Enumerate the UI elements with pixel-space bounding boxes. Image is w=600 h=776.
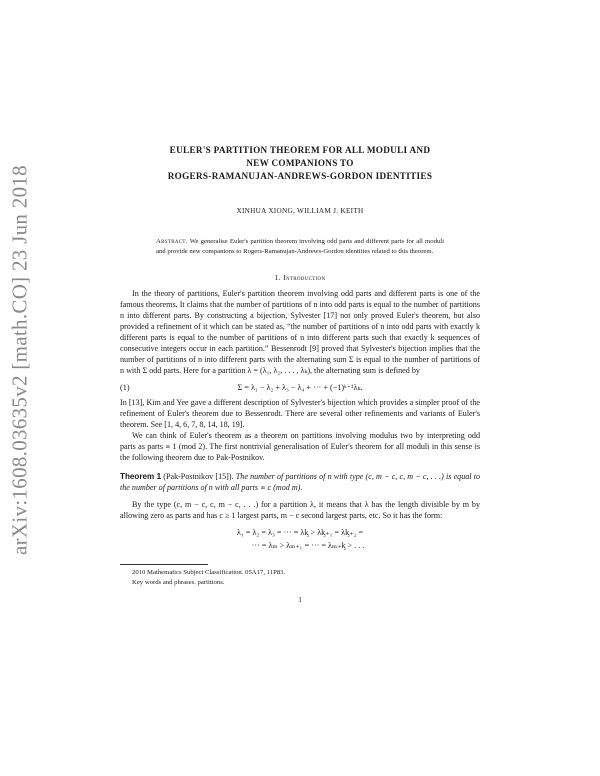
theorem-label: Theorem 1 [120, 472, 162, 481]
arxiv-stamp-text: arXiv:1608.03635v2 [math.CO] 23 Jun 2018 [7, 165, 32, 555]
footnote-rule [120, 564, 208, 565]
theorem-statement: The number of partitions of n with type (c, m − c, c, m − c, . . .) is equal to the number of partitions of n with all parts ≡ c (mod m). [120, 472, 481, 492]
arxiv-stamp [0, 100, 40, 620]
paragraph-intro: In the theory of partitions, Euler's partition theorem involving odd parts and different parts is one of the famous theorems. It claims that the number of partitions of n into odd parts is equal to the number of partitions n into different parts. By constructing a bijection, Sylvester [17] not only proved Euler's theorem, but also provided a refinement of it which can be stated as, “the number of partitions of n into odd parts with exactly k different parts is equal to the number of partitions of n into different parts such that exactly k sequences of consecutive integers occur in each partition.” Bessenrodt [9] proved that Sylvester's bijection implies that the number of partitions of n into different parts with the alternating sum Σ is equal to the number of partitions of n with Σ odd parts. Here for a partition λ = (λ₁, λ₂, . . . , λₖ), the alternating sum is defined by [120, 289, 480, 375]
display-line: ··· = λₘ > λₘ₊₁ = ··· = λₘ₊ᶄ > . . . [251, 541, 365, 550]
abstract-text: We generalise Euler's partition theorem involving odd parts and different parts for all moduli and provide new companions to Rogers-Ramanujan-Andrews-Gordon identities related to this theorem. [156, 238, 444, 255]
equation-body: Σ = λ₁ − λ₂ + λ₃ − λ₄ + ··· + (−1)ᵏ⁺¹λₖ. [237, 383, 363, 392]
title-line: ROGERS-RAMANUJAN-ANDREWS-GORDON IDENTITIES [167, 171, 433, 181]
equation-number: (1) [120, 383, 130, 392]
section-heading: 1. Introduction [274, 273, 326, 282]
equation-1 [120, 382, 480, 394]
paragraph-type: By the type (c, m − c, c, m − c, . . .) for a partition λ, it means that λ has the length divisible by m by allowing zero as parts and has c ≥ 1 largest parts, m − c second largest parts, etc. So it has the form: [120, 500, 480, 520]
authors: XINHUA XIONG, WILLIAM J. KEITH [236, 207, 364, 215]
abstract [156, 237, 444, 257]
footnote-msc: 2010 Mathematics Subject Classification. 05A17, 11P83. [132, 569, 286, 576]
paragraph-kim-yee: In [13], Kim and Yee gave a different description of Sylvester's bijection which provides a simpler proof of the refinement of Euler's theorem due to Bessenrodt. There are several other refinements and variants of Euler's theorem. See [1, 4, 6, 7, 8, 14, 18, 19]. [120, 398, 480, 429]
theorem-attribution: (Pak-Postnikov [15]). [163, 472, 234, 481]
theorem-1 [120, 471, 480, 493]
title-line: NEW COMPANIONS TO [246, 158, 354, 168]
footnote-keywords: Key words and phrases. partitions. [132, 578, 225, 586]
paper-page [120, 144, 480, 604]
paragraph-moduli: We can think of Euler's theorem as a theorem on partitions involving modulus two by interpreting odd parts as parts ≡ 1 (mod 2). The first nontrivial generalisation of Euler's theorem for all moduli in this sense is the following theorem due to Pak-Postnikov. [120, 431, 480, 462]
page-number: 1 [298, 596, 302, 604]
title-line: EULER'S PARTITION THEOREM FOR ALL MODULI AND [169, 145, 431, 155]
paper-title [120, 144, 480, 183]
abstract-label: Abstract. [156, 238, 188, 245]
display-line: λ₁ = λ₂ = λ₃ = ··· = λᶄ > λᶄ₊₁ = λᶄ₊₂ = [236, 528, 364, 537]
